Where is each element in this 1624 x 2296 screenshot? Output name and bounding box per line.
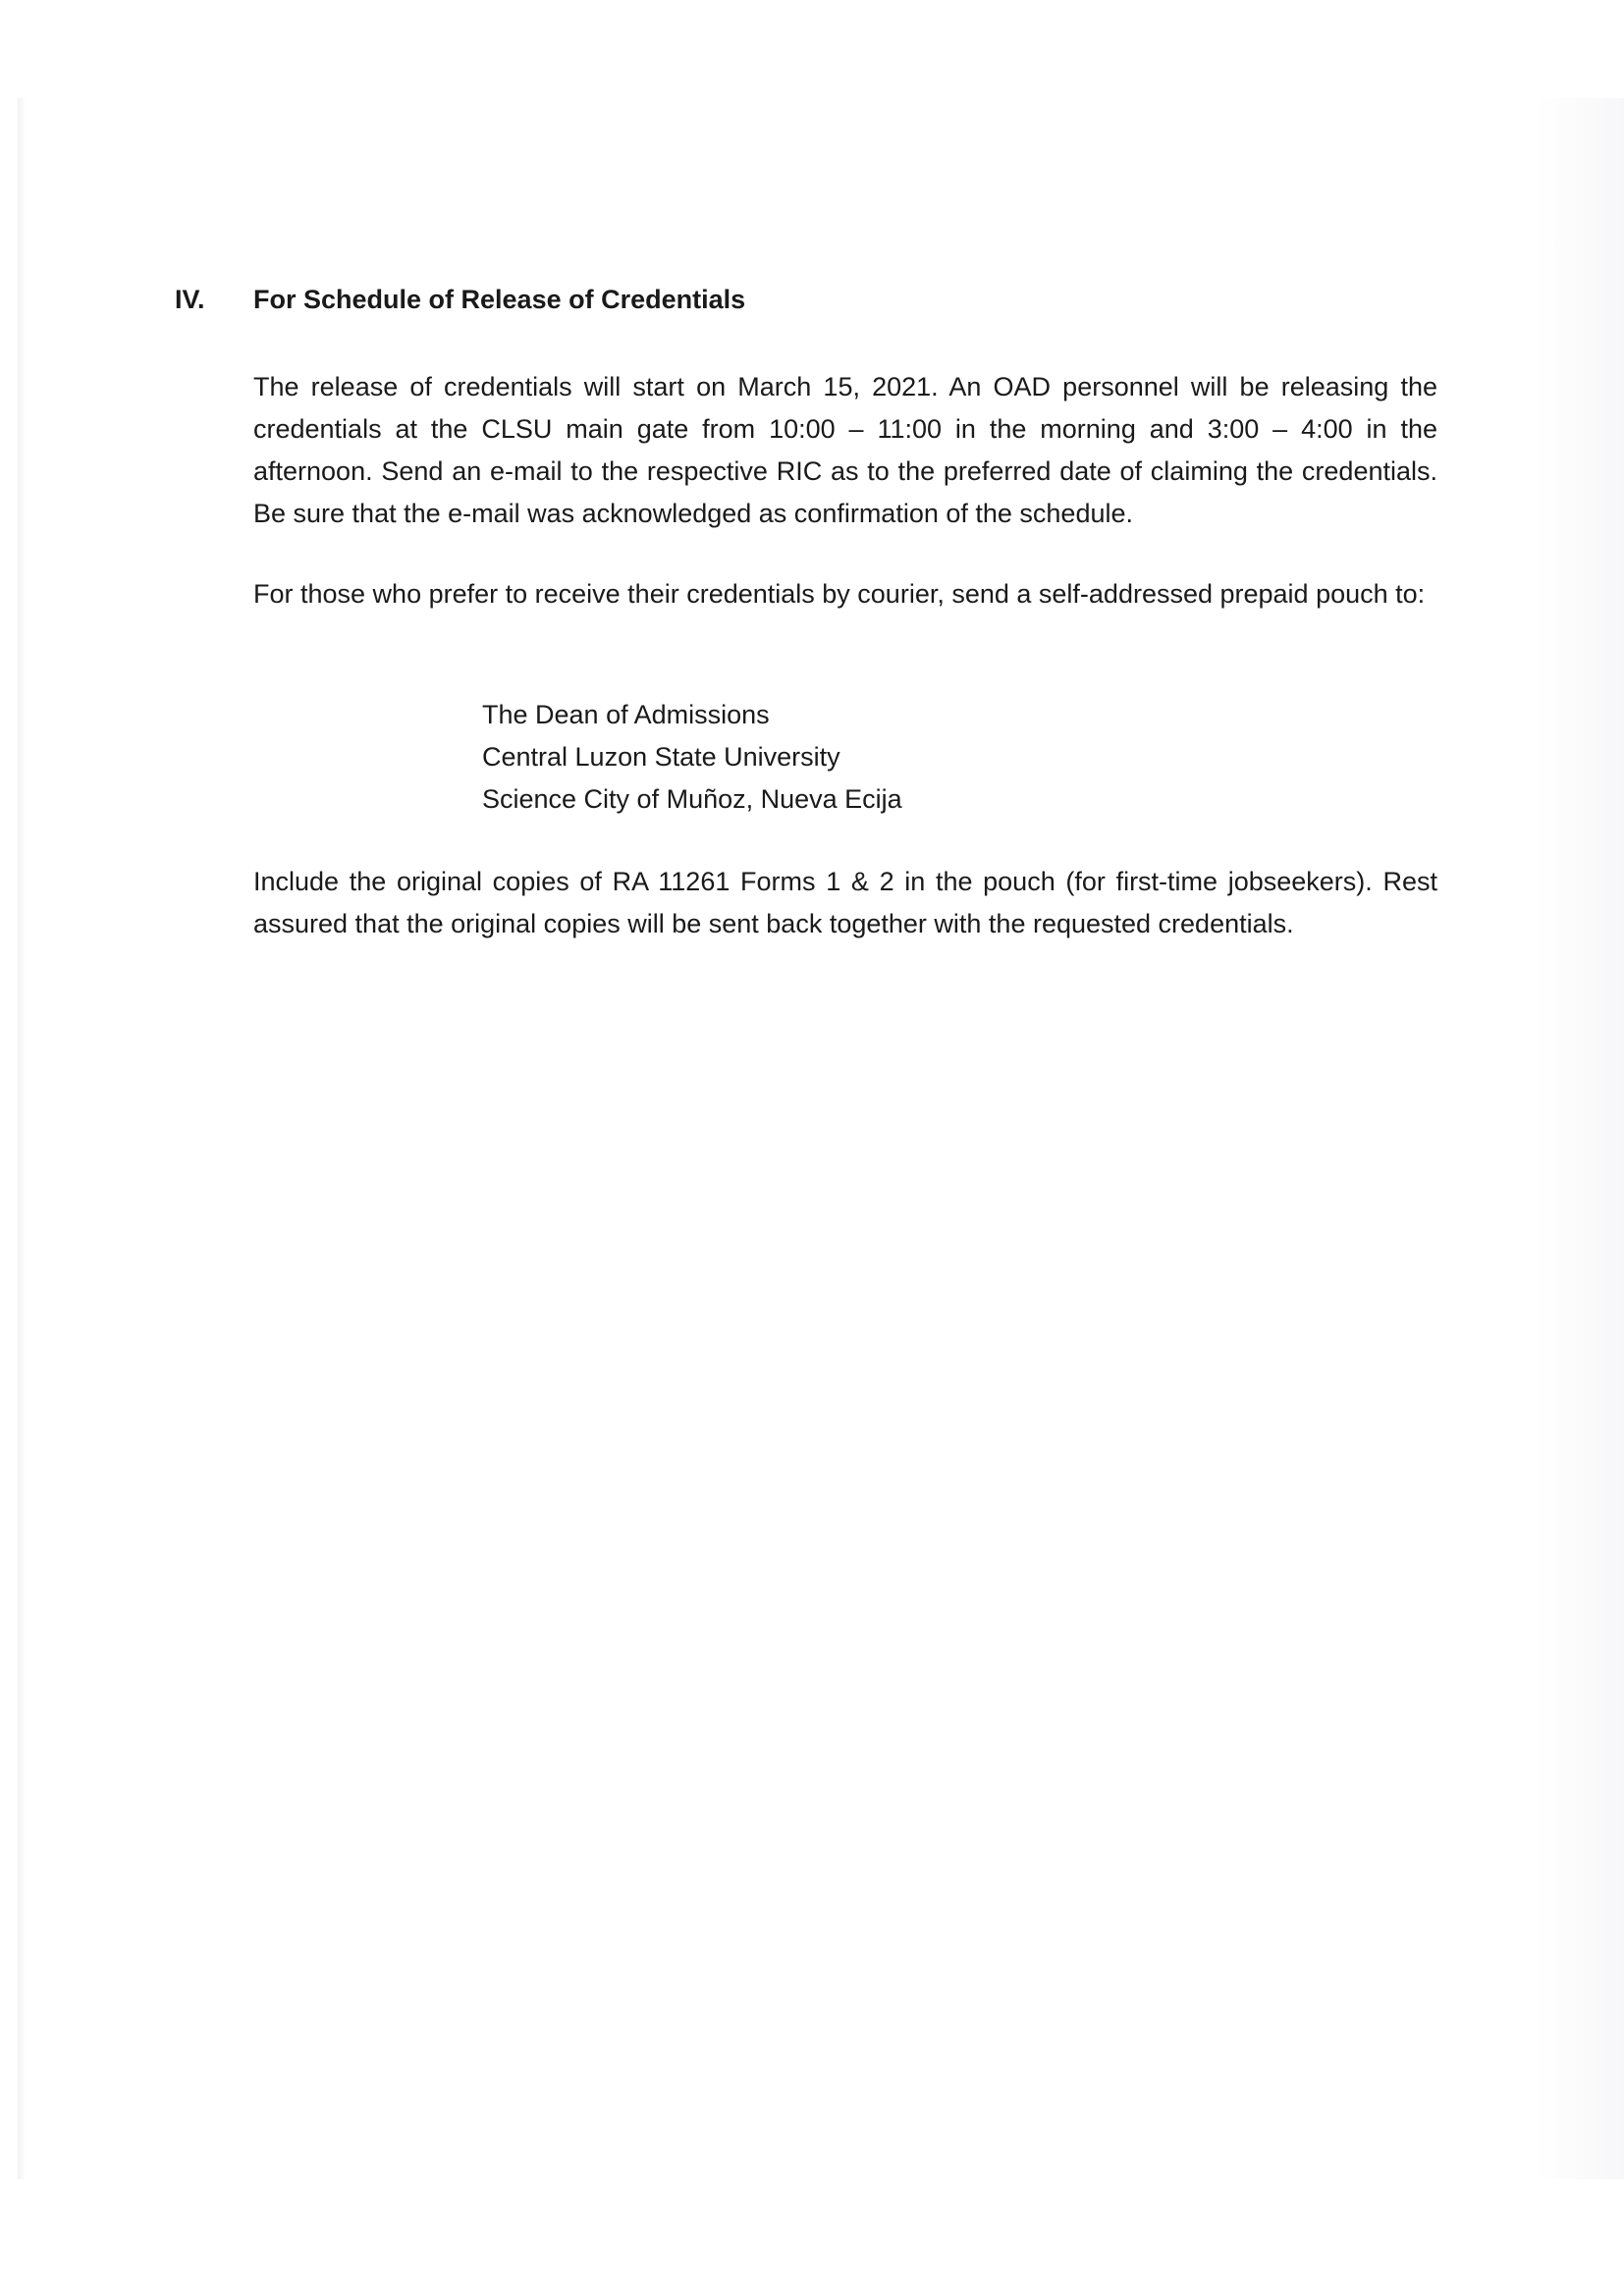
address-line-city: Science City of Muñoz, Nueva Ecija bbox=[482, 784, 902, 814]
section-title: For Schedule of Release of Credentials bbox=[253, 285, 746, 314]
mailing-address bbox=[482, 694, 902, 821]
paragraph-forms-note: Include the original copies of RA 11261 Forms 1 & 2 in the pouch (for first-time jobseekers). Rest assured that the original copies will be sent back together with the requested credentials. bbox=[253, 867, 1437, 938]
paragraph-release-schedule: The release of credentials will start on March 15, 2021. An OAD personnel will be releasing the credentials at the CLSU main gate from 10:00 – 11:00 in the morning and 3:00 – 4:00 in the afternoon. Send an e-mail to the respective RIC as to the preferred date of claiming the credentials. Be sure that the e-mail was acknowledged as confirmation of the schedule. bbox=[253, 372, 1437, 528]
address-line-institution: Central Luzon State University bbox=[482, 742, 840, 772]
section-number: IV. bbox=[175, 285, 205, 314]
paragraph-courier-instructions: For those who prefer to receive their credentials by courier, send a self-addressed prepaid pouch to: bbox=[253, 579, 1426, 609]
section-heading bbox=[175, 285, 745, 315]
address-line-recipient: The Dean of Admissions bbox=[482, 700, 770, 729]
